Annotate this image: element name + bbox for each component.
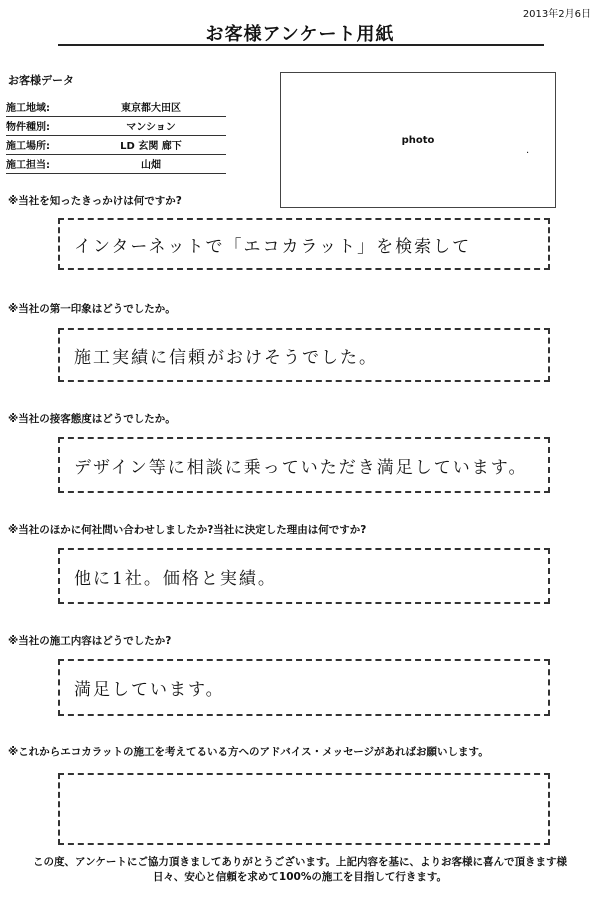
footer-message <box>0 855 600 885</box>
answer-box-4 <box>58 548 550 604</box>
question-1: ※当社を知ったきっかけは何ですか? <box>8 195 182 207</box>
field-label: 施工担当: <box>6 160 50 171</box>
field-area <box>6 99 226 117</box>
field-value: マンション <box>126 122 176 133</box>
answer-box-2 <box>58 328 550 382</box>
answer-box-1 <box>58 218 550 270</box>
field-property-type <box>6 118 226 136</box>
page-title: お客様アンケート用紙 <box>205 24 395 45</box>
question-5: ※当社の施工内容はどうでしたか? <box>8 635 172 647</box>
footer-line-1: この度、アンケートにご協力頂きましてありがとうございます。上記内容を基に、よりお客様に喜んで頂きます様 <box>32 856 568 868</box>
title-underline <box>58 44 544 46</box>
answer-text-3: デザイン等に相談に乗っていただき満足しています。 <box>74 457 528 478</box>
field-value: 東京都大田区 <box>121 103 181 114</box>
field-label: 物件種別: <box>6 122 50 133</box>
photo-box <box>280 72 556 208</box>
survey-date: 2013年2月6日 <box>522 9 591 20</box>
question-3: ※当社の接客態度はどうでしたか。 <box>8 413 176 425</box>
field-label: 施工地域: <box>6 103 50 114</box>
question-2: ※当社の第一印象はどうでしたか。 <box>8 303 176 315</box>
answer-text-1: インターネットで「エコカラット」を検索して <box>74 236 472 257</box>
question-4: ※当社のほかに何社問い合わせしましたか?当社に決定した理由は何ですか? <box>8 524 367 536</box>
customer-data-heading: お客様データ <box>8 74 74 87</box>
question-6: ※これからエコカラットの施工を考えてるいる方へのアドバイス・メッセージがあればお願いします。 <box>8 746 489 758</box>
field-value: 山畑 <box>141 160 161 171</box>
field-location <box>6 137 226 155</box>
answer-box-6 <box>58 773 550 845</box>
photo-mark: · <box>526 148 530 159</box>
field-value: LD 玄関 廊下 <box>120 141 182 152</box>
footer-line-2: 日々、安心と信頼を求めて100%の施工を目指して行きます。 <box>152 871 448 883</box>
answer-text-4: 他に1社。価格と実績。 <box>74 568 277 589</box>
photo-label: photo <box>401 135 435 146</box>
field-staff <box>6 156 226 174</box>
answer-text-2: 施工実績に信頼がおけそうでした。 <box>74 347 378 368</box>
field-label: 施工場所: <box>6 141 50 152</box>
answer-box-5 <box>58 659 550 716</box>
answer-box-3 <box>58 437 550 493</box>
answer-text-5: 満足しています。 <box>74 680 225 700</box>
